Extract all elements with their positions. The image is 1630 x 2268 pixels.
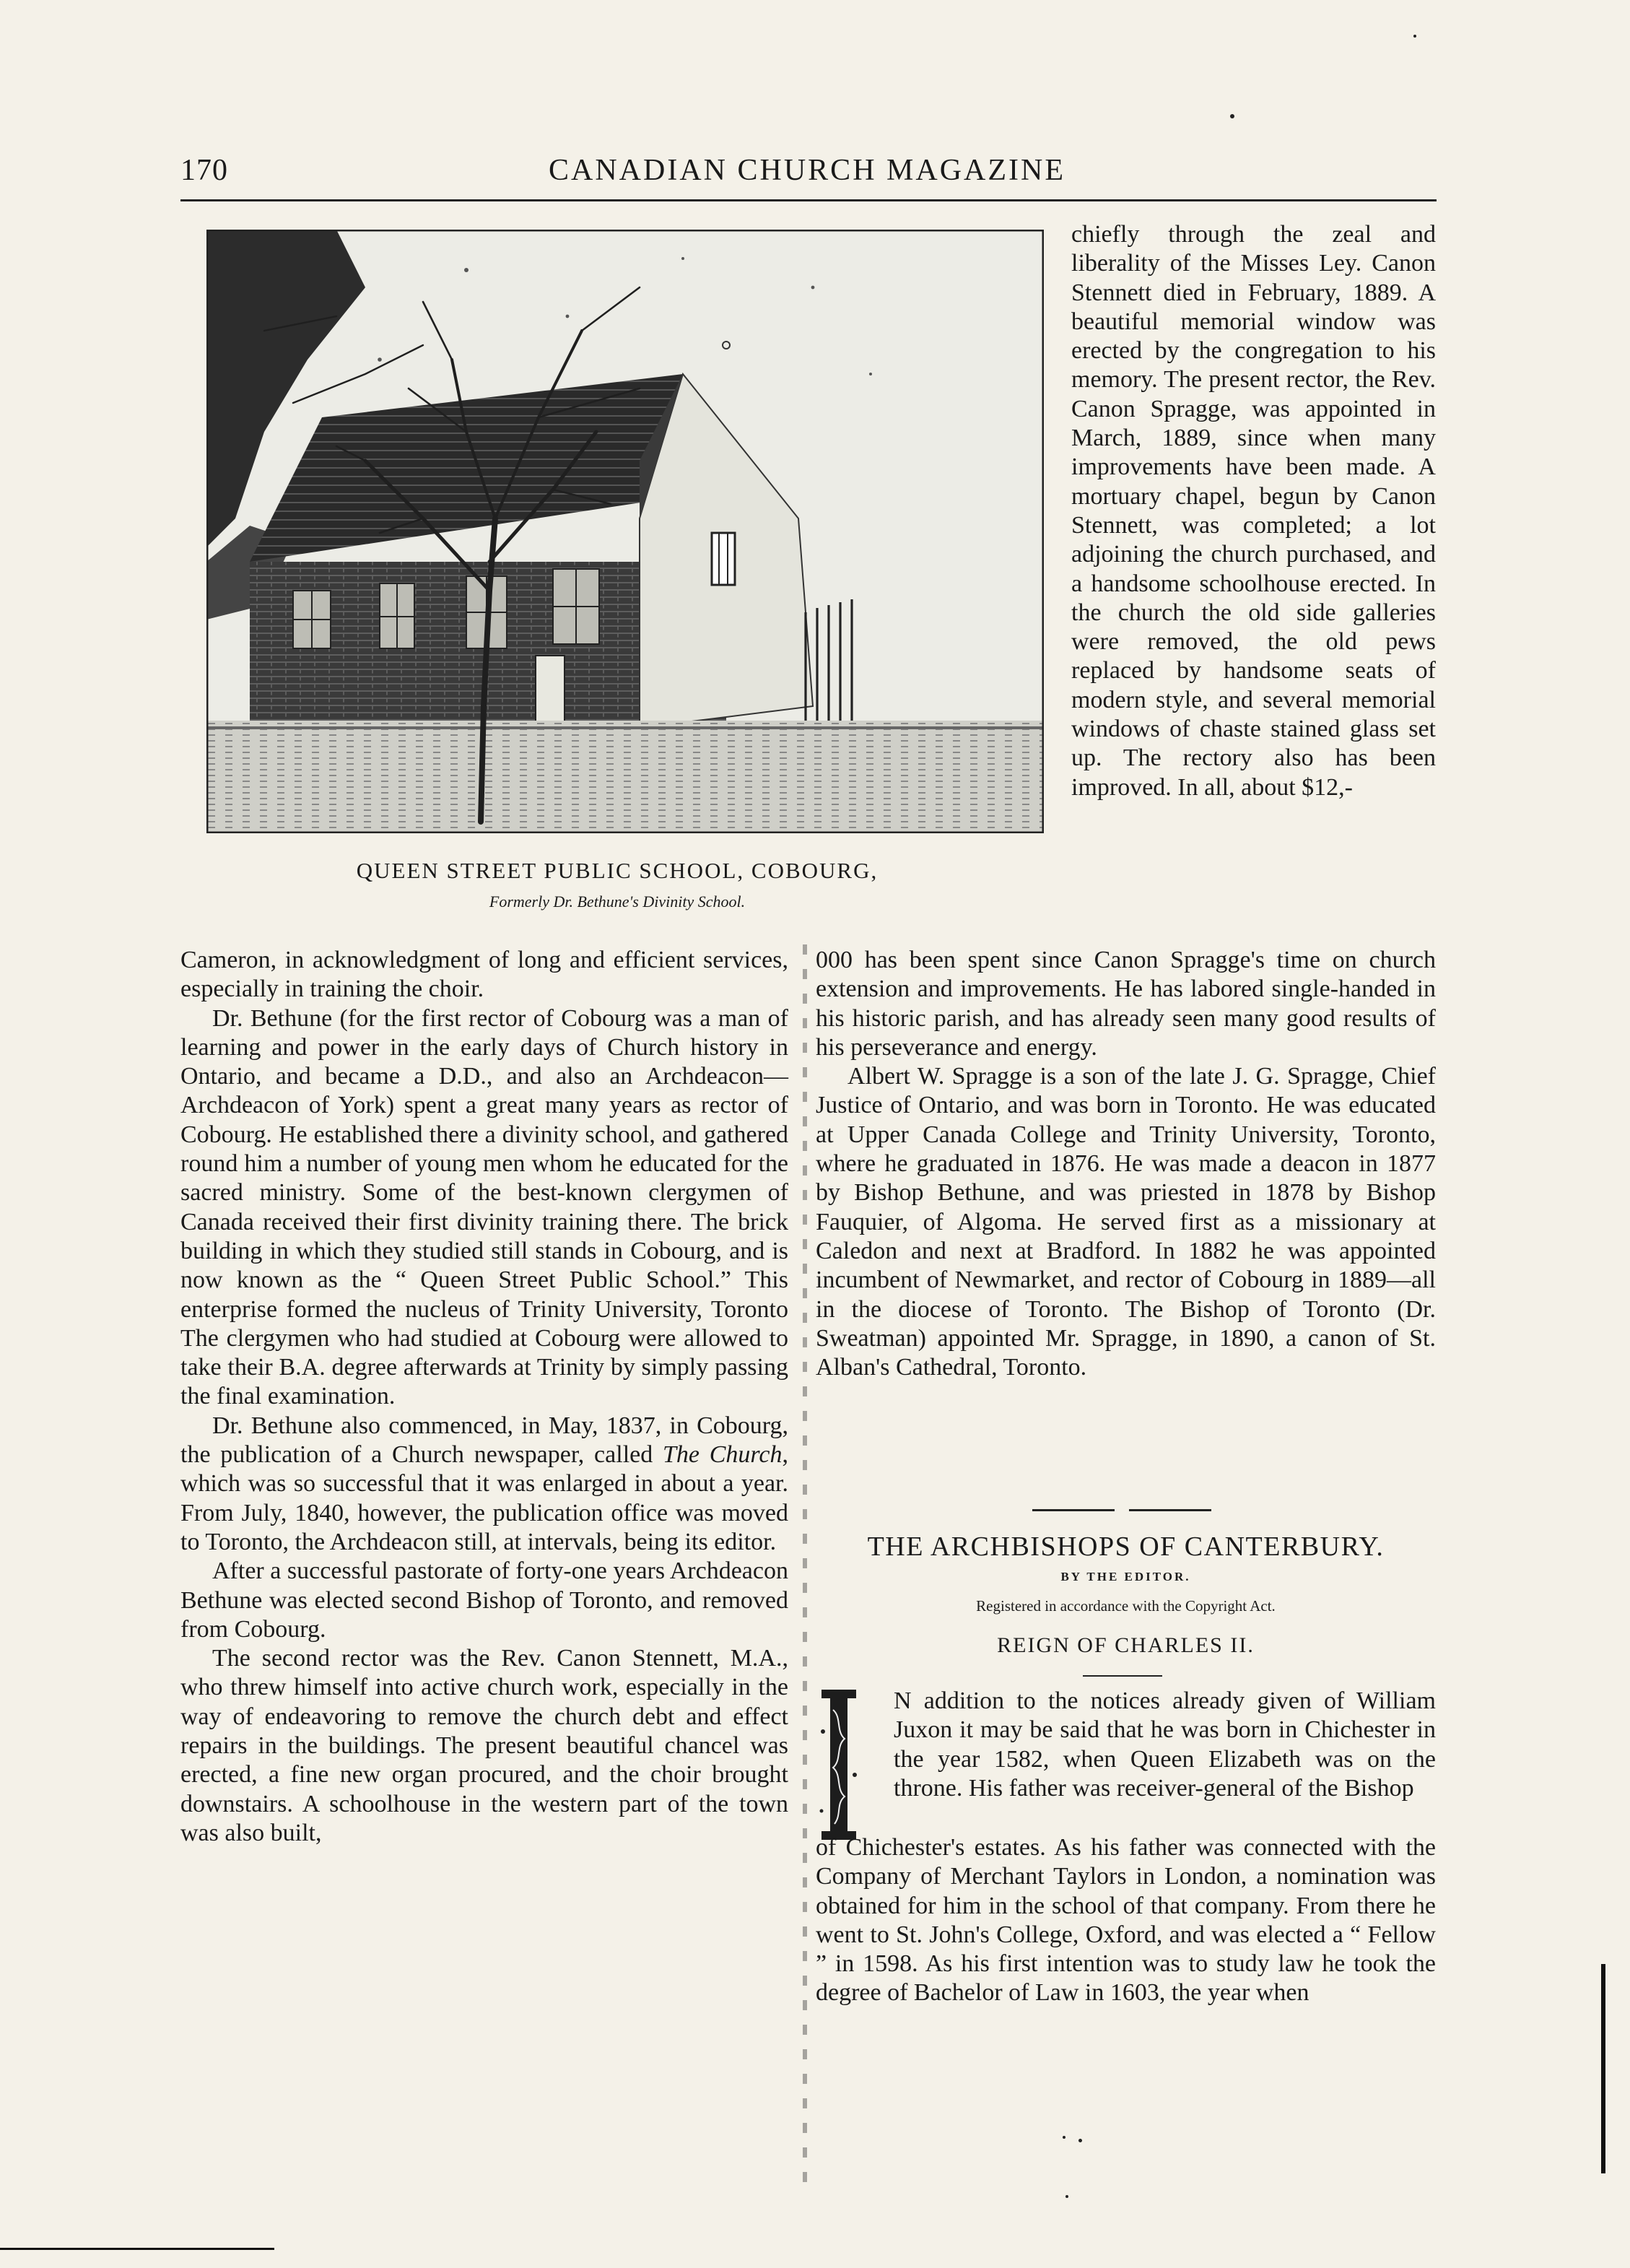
school-illustration (206, 230, 1044, 833)
article-title: THE ARCHBISHOPS OF CANTERBURY. (867, 1531, 1385, 1562)
article-opening (894, 1687, 1436, 1803)
illustration-subcaption: Formerly Dr. Bethune's Divinity School. (489, 892, 746, 911)
text-run: Dr. Bethune also commenced, in May, 1837, in Cobourg, the publication of a Church newspaper, called (180, 1412, 788, 1469)
paragraph: Cameron, in acknowledgment of long and efficient services, especially in training the choir. (180, 947, 788, 1003)
article-body (816, 1833, 1436, 2008)
section-separator (1032, 1509, 1211, 1511)
drop-initial (817, 1688, 860, 1843)
paragraph: Dr. Bethune (for the first rector of Cobourg was a man of learning and power in the early days of Church history in Ontario, and became a D.D., and also an Archdeacon—Archdeacon of York) spent a great many years as rector of Cobourg. He established there a divinity school, and gathered round him a number of young men whom he educated for the sacred ministry. Some of the best-known clergymen of Canada received their first divinity training there. The brick building in which they studied still stands in Cobourg, and is now known as the “ Queen Street Public School.” This enterprise formed the nucleus of Trinity University, Toronto The clergymen who had studied at Cobourg were allowed to take their B.A. degree afterwards at Trinity by simply passing the final examination. (180, 1004, 788, 1410)
scan-speck (1065, 2195, 1068, 2198)
scan-speck (1230, 114, 1234, 118)
paragraph: After a successful pastorate of forty-one years Archdeacon Bethune was elected second Bishop of Toronto, and removed from Cobourg. (180, 1557, 788, 1643)
right-column-bottom (816, 946, 1436, 1382)
copyright-notice: Registered in accordance with the Copyright Act. (976, 1597, 1276, 1615)
newspaper-title: The Church (662, 1441, 783, 1469)
paragraph: 000 has been spent since Canon Spragge's time on church extension and improvements. He has labored single-handed in his historic parish, and has already seen many good results of his perseverance and energy. (816, 947, 1436, 1061)
scan-edge-rule (0, 2248, 274, 2250)
section-heading: REIGN OF CHARLES II. (997, 1633, 1255, 1657)
scan-speck (1413, 35, 1416, 38)
paragraph: of Chichester's estates. As his father was connected with the Company of Merchant Taylors in London, a nomination was obtained for him in the school of that company. From there he went to St. John's College, Oxford, and was elected a “ Fellow ” in 1598. As his first intention was to study law he took the degree of Bachelor of Law in 1603, the year when (816, 1834, 1436, 2007)
illustration-caption: QUEEN STREET PUBLIC SCHOOL, COBOURG, (356, 858, 879, 883)
column-divider (803, 944, 807, 2185)
paragraph: The second rector was the Rev. Canon Stennett, M.A., who threw himself into active church work, especially in the way of endeavoring to remove the church debt and effect repairs in the buildings. The present beautiful chancel was erected, a fine new organ procured, and the choir brought downstairs. A schoolhouse in the western part of the town was also built, (180, 1645, 788, 1846)
text-run: , which was so successful that it was enlarged in about a year. From July, 1840, however, the publication office was moved to Toronto, the Archdeacon still, at intervals, being its editor. (180, 1441, 788, 1555)
paragraph (180, 1412, 788, 1557)
left-column (180, 946, 788, 1848)
paragraph: N addition to the notices already given of William Juxon it may be said that he was born in Chichester in the year 1582, when Queen Elizabeth was on the throne. His father was receiver-general of the Bishop (894, 1687, 1436, 1802)
scan-speck (1078, 2139, 1082, 2142)
paragraph: chiefly through the zeal and liberality of the Misses Ley. Canon Stennett died in February, 1889. A beautiful memorial window was erected by the congregation to his memory. The present rector, the Rev. Canon Spragge, was appointed in March, 1889, since when many improvements have been made. A mortuary chapel, begun by Canon Stennett, was completed; a lot adjoining the church purchased, and a handsome schoolhouse erected. In the church the old side galleries were removed, the old pews replaced by handsome seats of modern style, and several memorial windows of chaste stained glass set up. The rectory also has been improved. In all, about $12,- (1071, 221, 1436, 801)
right-column-top (1071, 220, 1436, 802)
heading-rule (1083, 1675, 1162, 1677)
running-head: CANADIAN CHURCH MAGAZINE (549, 154, 1065, 187)
byline: BY THE EDITOR. (1060, 1570, 1191, 1583)
page-number: 170 (180, 154, 228, 187)
paragraph: Albert W. Spragge is a son of the late J. G. Spragge, Chief Justice of Ontario, and was born in Toronto. He was educated at Upper Canada College and Trinity University, Toronto, where he graduated in 1876. He was made a deacon in 1877 by Bishop Bethune, and was priested in 1878 by Bishop Fauquier, of Algoma. He served first as a missionary at Caledon and next at Bradford. In 1882 he was appointed incumbent of Newmarket, and rector of Cobourg in 1889—all in the diocese of Toronto. The Bishop of Toronto (Dr. Sweatman) appointed Mr. Spragge, in 1890, a canon of St. Alban's Cathedral, Toronto. (816, 1063, 1436, 1381)
scan-edge-mark (1601, 1964, 1605, 2173)
header-rule (180, 199, 1437, 201)
scan-speck (1063, 2136, 1065, 2139)
